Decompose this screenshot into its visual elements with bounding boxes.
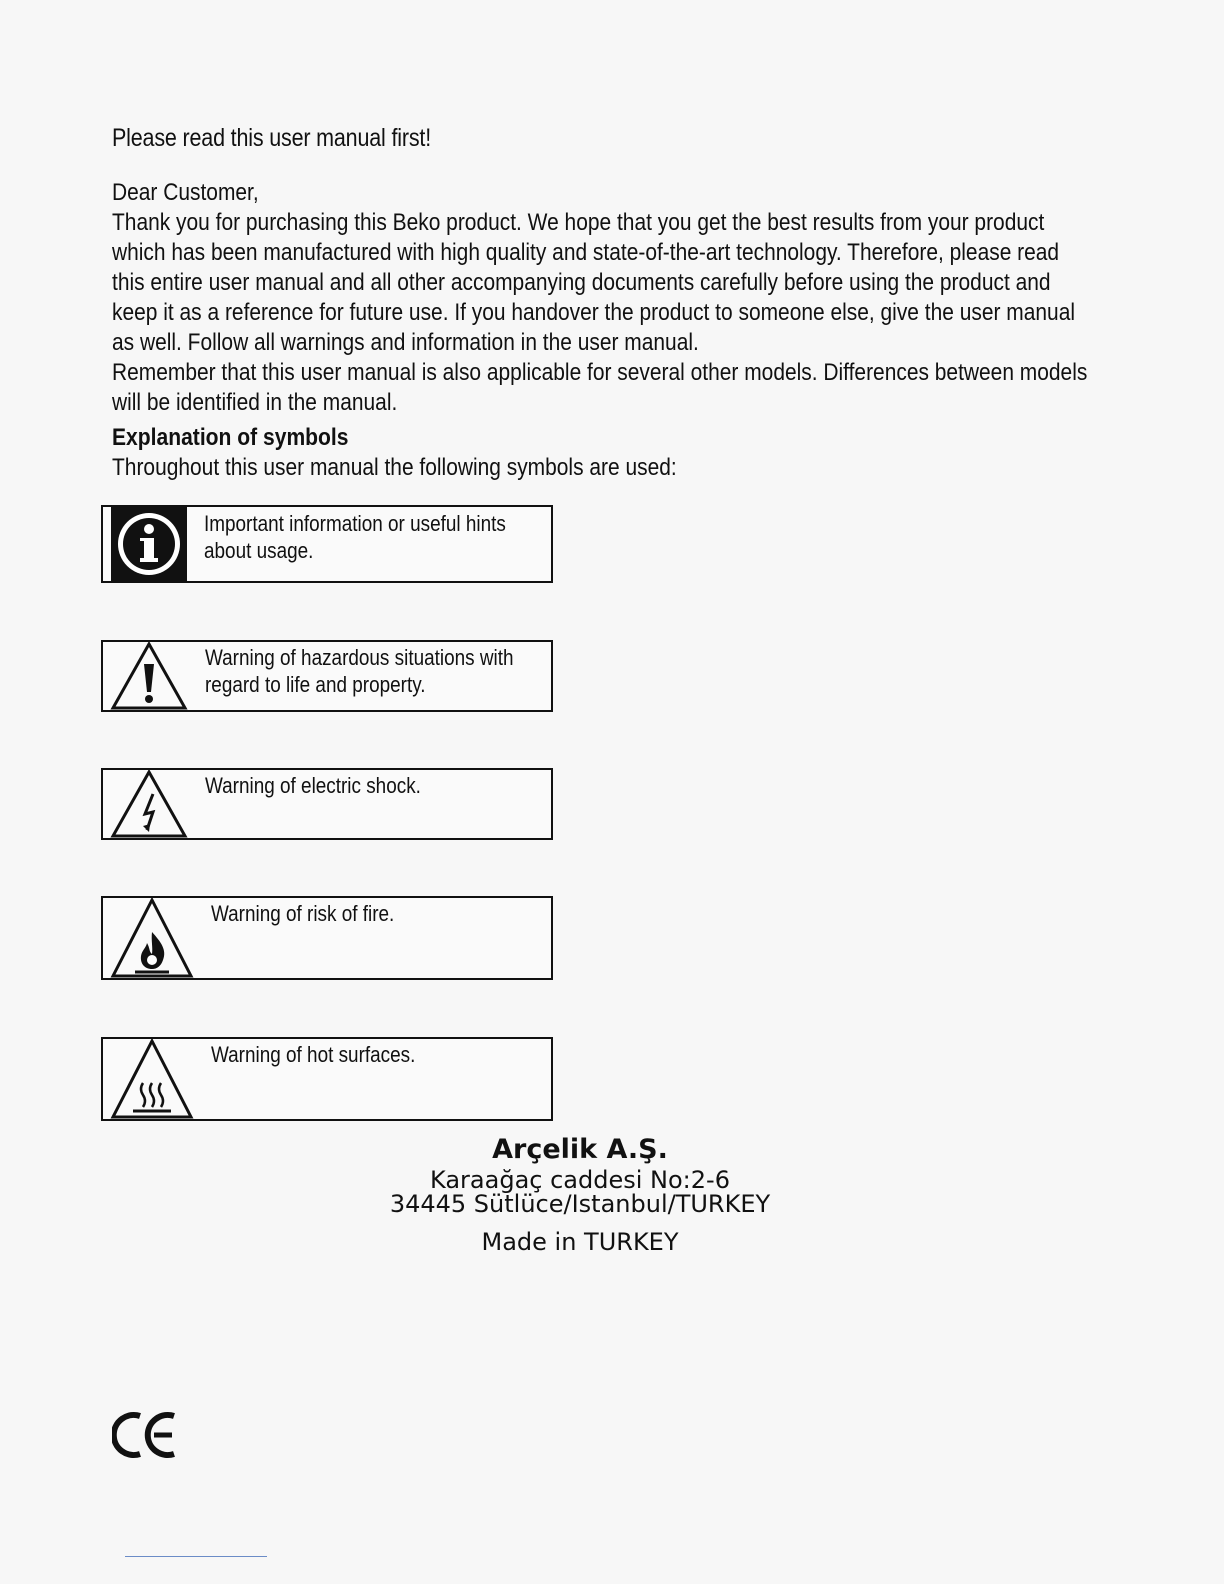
models-note-line: Remember that this user manual is also applicable for several other models. Differences between models [112, 359, 1088, 386]
company-street: Karaağaç caddesi No:2-6 [430, 1166, 730, 1194]
intro-line: this entire user manual and all other accompanying documents carefully before using the product and [112, 269, 1051, 296]
info-icon [109, 507, 189, 581]
greeting: Dear Customer, [112, 179, 259, 206]
intro-text [112, 178, 1095, 418]
symbol-text: Warning of hot surfaces. [211, 1042, 416, 1067]
symbols-intro: Throughout this user manual the following symbols are used: [112, 454, 677, 481]
intro-line: which has been manufactured with high quality and state-of-the-art technology. Therefore, please read [112, 239, 1060, 266]
ce-mark-icon [112, 1410, 178, 1460]
symbols-title: Explanation of symbols [112, 424, 349, 451]
symbol-text: Warning of hazardous situations with regard to life and property. [205, 645, 514, 697]
symbol-text: Important information or useful hints about usage. [204, 511, 506, 563]
symbol-box-hot [101, 1037, 553, 1121]
page-heading: Please read this user manual first! [112, 124, 432, 152]
symbol-text: Warning of risk of fire. [211, 901, 395, 926]
fire-warning-icon [109, 898, 195, 978]
made-in: Made in TURKEY [481, 1228, 679, 1256]
symbol-box-info [101, 505, 553, 583]
exclamation-warning-icon [109, 642, 189, 710]
models-note-line: will be identified in the manual. [112, 389, 398, 416]
symbol-box-hazard [101, 640, 553, 712]
intro-line: keep it as a reference for future use. If you handover the product to someone else, give the user manual [112, 299, 1075, 326]
company-city: 34445 Sütlüce/Istanbul/TURKEY [389, 1190, 771, 1218]
intro-line: as well. Follow all warnings and information in the user manual. [112, 329, 699, 356]
electric-shock-warning-icon [109, 770, 189, 838]
symbol-box-fire [101, 896, 553, 980]
footer-line [125, 1556, 267, 1557]
symbol-text: Warning of electric shock. [205, 773, 421, 798]
intro-line: Thank you for purchasing this Beko product. We hope that you get the best results from your product [112, 209, 1045, 236]
hot-surface-warning-icon [109, 1039, 195, 1119]
company-name: Arçelik A.Ş. [492, 1134, 668, 1165]
symbol-box-electric [101, 768, 553, 840]
